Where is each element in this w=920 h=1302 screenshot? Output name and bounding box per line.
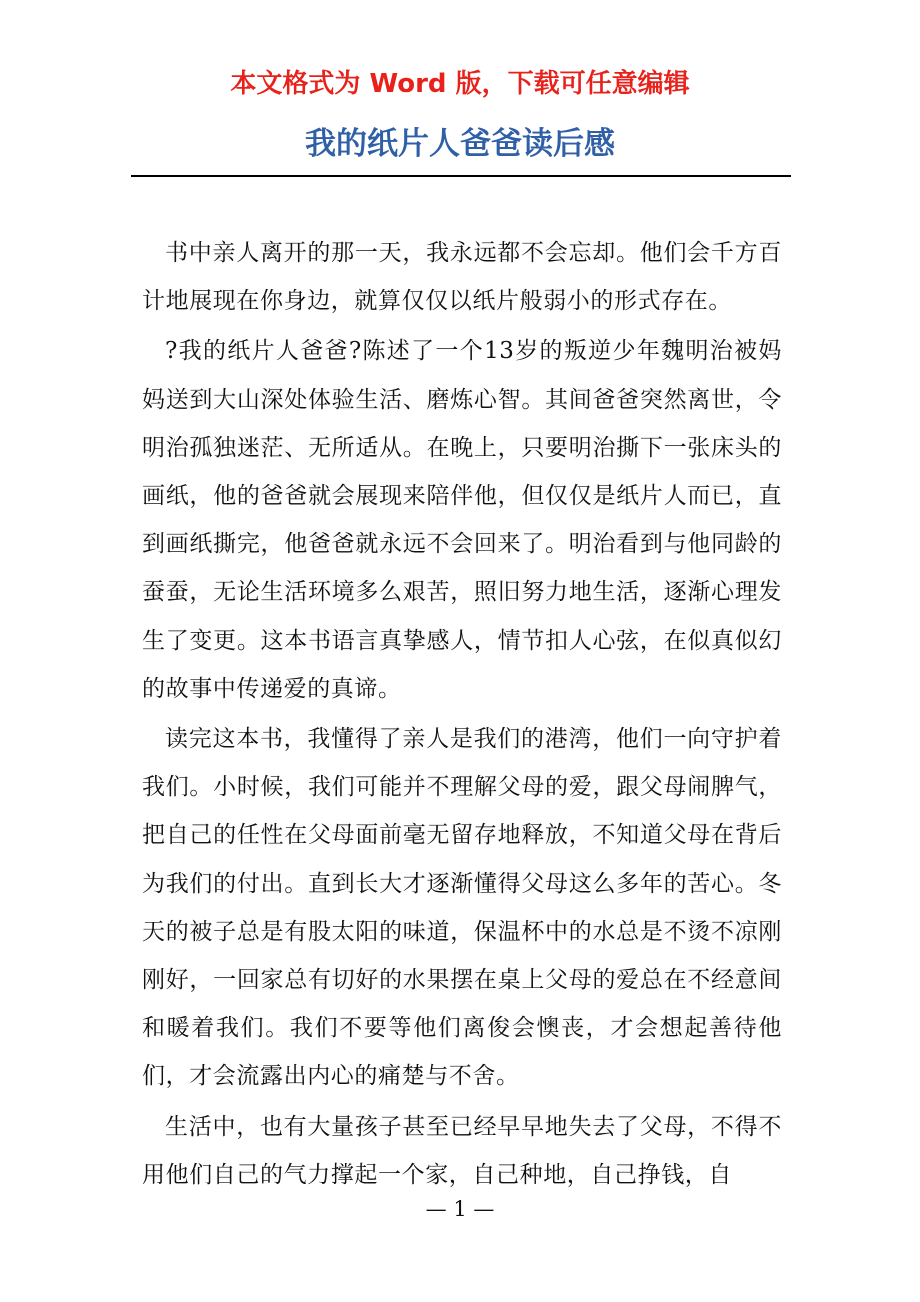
page-number: — 1 — bbox=[425, 1197, 495, 1221]
document-body bbox=[142, 229, 782, 1201]
format-notice-banner: 本文格式为 Word 版，下载可任意编辑 bbox=[230, 69, 690, 99]
paragraph-4: 生活中，也有大量孩子甚至已经早早地失去了父母，不得不用他们自己的气力撑起一个家，自己种地，自己挣钱，自 bbox=[142, 1113, 782, 1188]
paragraph-1: 书中亲人离开的那一天，我永远都不会忘却。他们会千方百计地展现在你身边，就算仅仅以纸片般弱小的形式存在。 bbox=[142, 240, 782, 315]
document-title: 我的纸片人爸爸读后感 bbox=[305, 126, 615, 162]
paragraph-3: 读完这本书，我懂得了亲人是我们的港湾，他们一向守护着我们。小时候，我们可能并不理解父母的爱，跟父母闹脾气，把自己的任性在父母面前毫无留存地释放，不知道父母在背后为我们的付出。直到长大才逐渐懂得父母这么多年的苦心。冬天的被子总是有股太阳的味道，保温杯中的水总是不烫不凉刚刚好，一回家总有切好的水果摆在桌上父母的爱总在不经意间和暖着我们。我们不要等他们离俊会懊丧，才会想起善待他们，才会流露出内心的痛楚与不舍。 bbox=[142, 726, 782, 1090]
paragraph-2: ?我的纸片人爸爸?陈述了一个13岁的叛逆少年魏明治被妈妈送到大山深处体验生活、磨炼心智。其间爸爸突然离世，令明治孤独迷茫、无所适从。在晚上，只要明治撕下一张床头的画纸，他的爸爸就会展现来陪伴他，但仅仅是纸片人而已，直到画纸撕完，他爸爸就永远不会回来了。明治看到与他同龄的蚕蚕，无论生活环境多么艰苦，照旧努力地生活，逐渐心理发生了变更。这本书语言真挚感人，情节扣人心弦，在似真似幻的故事中传递爱的真谛。 bbox=[142, 338, 782, 702]
title-divider bbox=[131, 175, 791, 177]
